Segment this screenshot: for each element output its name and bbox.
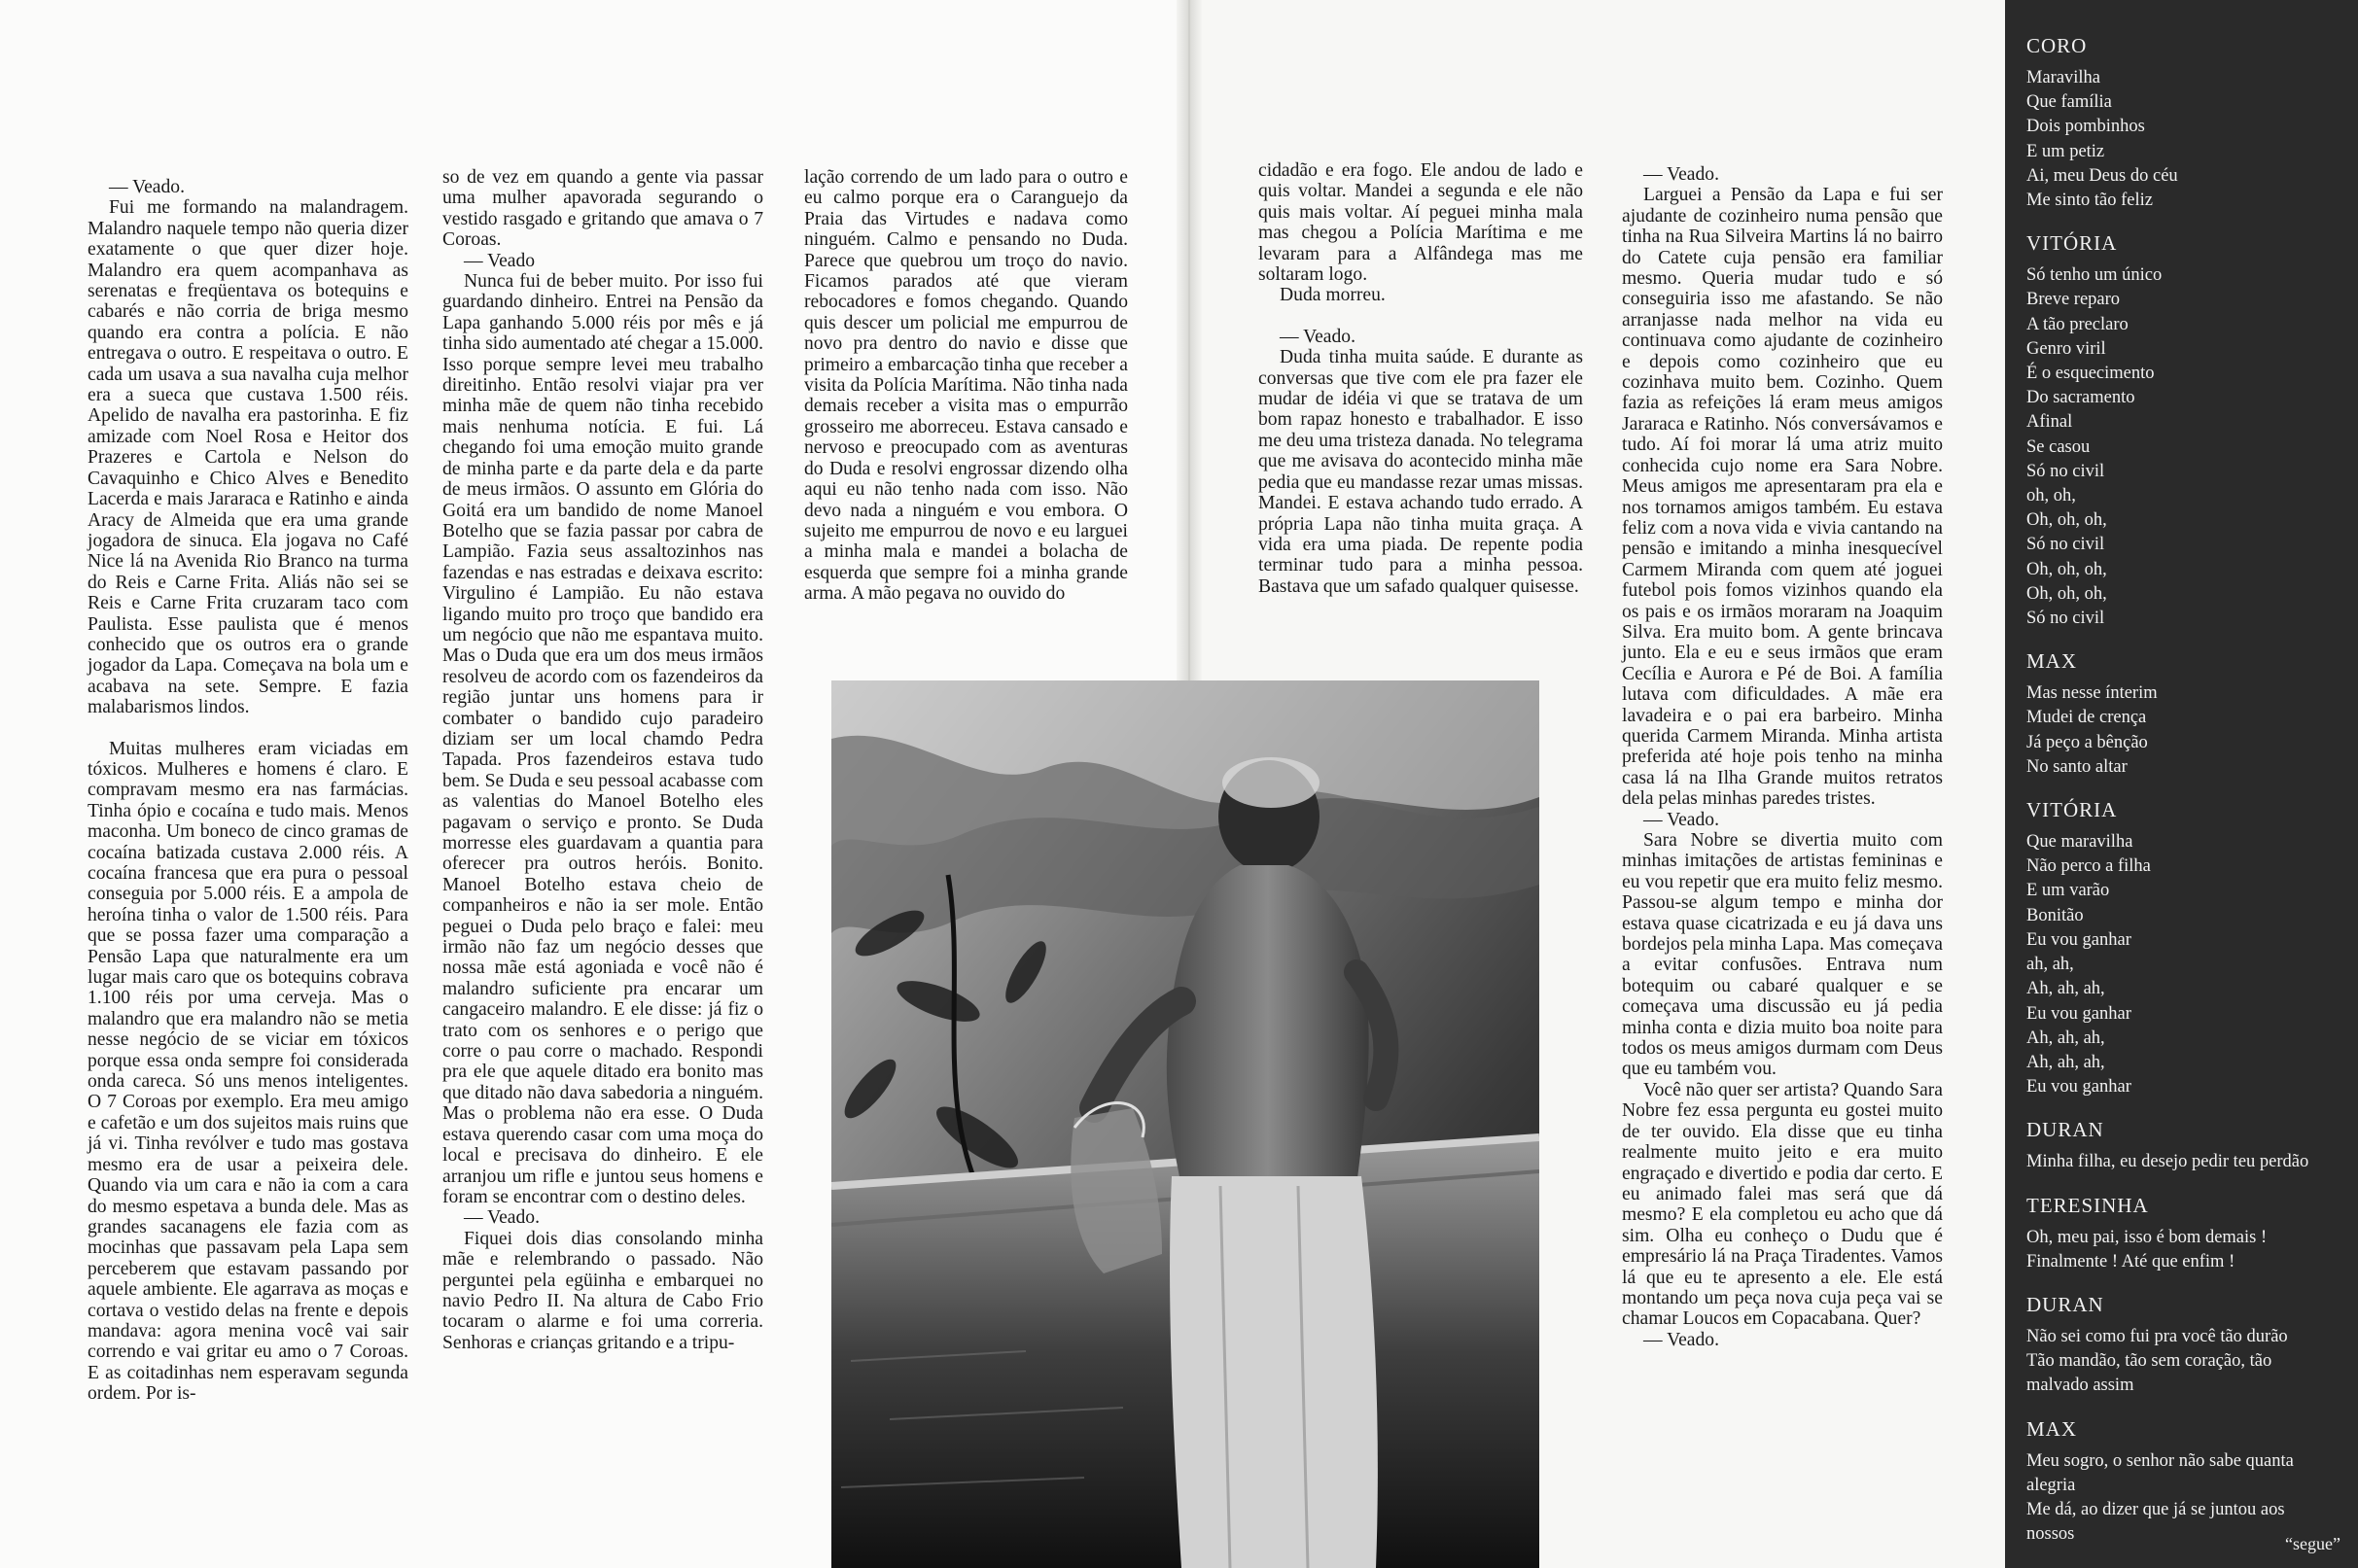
lyric-line: nossos [2026, 1524, 2075, 1545]
lyrics-sidebar [2005, 0, 2358, 1568]
lyric-line: oh, oh, [2026, 486, 2076, 506]
text-column-4 [1258, 160, 1583, 597]
speaker-name: CORO [2026, 34, 2088, 57]
lyric-line: Me sinto tão feliz [2026, 191, 2153, 211]
paragraph: Larguei a Pensão da Lapa e fui ser ajudante de cozinheiro numa pensão que tinha na Rua Silveira Martins lá no bairro do Catete cuja pensão era familiar mesmo. Queria mudar tudo e só conseguiria isso me afastando. Se não arranjasse nada melhor na vida eu continuava como ajudante de cozinheiro e depois como cozinheiro que eu cozinhava muito bem. Cozinho. Quem fazia as refeições lá eram meus amigos Jararaca e Ratinho. Nós conversávamos e tudo. Aí foi morar lá uma atriz muito conhecida cujo nome era Sara Nobre. Meus amigos me apresentaram pra ela e nos tornamos amigos também. Eu estava feliz com a nova vida e vivia cantando na pensão e imitando a minha inesquecível Carmem Miranda com quem até joguei futebol pois fomos vizinhos quando ela os pais e os irmãos moraram na Joaquim Silva. Era muito bom. A gente brincava junto. Ela e eu e seus irmãos que eram Cecília e Aurora e Pé de Boi. A família lutava com dificuldades. A mãe era lavadeira e o pai era barbeiro. Minha querida Carmem Miranda. Minha artista preferida até hoje pois tenho na minha casa lá na Ilha Grande muitos retratos dela pelas minhas paredes tristes. [1622, 185, 1943, 810]
lyrics-section [2026, 1416, 2347, 1548]
paragraph: — Veado. [464, 1207, 541, 1229]
paragraph: — Veado. [1643, 809, 1720, 830]
lyric-line: Ah, ah, ah, [2026, 1052, 2105, 1072]
lyric-line: Ah, ah, ah, [2026, 979, 2105, 999]
lyrics-section [2026, 1292, 2347, 1399]
lyrics-section [2026, 1117, 2347, 1174]
lyric-line: Finalmente ! Até que enfim ! [2026, 1251, 2235, 1272]
lyric-line: Tão mandão, tão sem coração, tão [2026, 1351, 2272, 1372]
text-column-1 [88, 177, 408, 1405]
photo-man-by-river [831, 680, 1539, 1568]
lyric-line: Eu vou ganhar [2026, 929, 2131, 950]
speaker-name: VITÓRIA [2026, 231, 2118, 256]
speaker-name: VITÓRIA [2026, 798, 2118, 822]
lyric-line: Meu sogro, o senhor não sabe quanta [2026, 1450, 2294, 1471]
lyric-line: Só no civil [2026, 535, 2105, 555]
lyric-line: Eu vou ganhar [2026, 1003, 2131, 1024]
lyric-line: Se casou [2026, 436, 2091, 457]
lyric-line: Oh, oh, oh, [2026, 559, 2107, 579]
speaker-name: DURAN [2026, 1292, 2104, 1316]
paragraph: Fiquei dois dias consolando minha mãe e relembrando o passado. Não perguntei pela egüinha e embarquei no navio Pedro II. Na altura de Cabo Frio tocaram o alarme e foi uma correria. Senhoras e crianças gritando e a tripu- [442, 1228, 763, 1353]
lyric-line: ah, ah, [2026, 955, 2074, 975]
paragraph: — Veado. [109, 177, 186, 197]
paragraph: — Veado. [1643, 164, 1720, 185]
lyric-line: Mas nesse ínterim [2026, 683, 2158, 704]
segue-label: “segue” [2285, 1534, 2340, 1553]
lyric-line: Afinal [2026, 412, 2073, 433]
lyric-line: Breve reparo [2026, 290, 2121, 310]
lyric-line: Bonitão [2026, 905, 2084, 925]
lyric-line: Genro viril [2026, 338, 2106, 359]
speaker-name: TERESINHA [2026, 1193, 2149, 1217]
paragraph: cidadão e era fogo. Ele andou de lado e quis voltar. Mandei a segunda e ele não quis mais voltar. Aí peguei minha mala mas chegou a Polícia Marítima e me levaram para a Alfândega mas me soltaram logo. [1258, 160, 1583, 286]
lyrics-section [2026, 648, 2347, 780]
photo-illustration [831, 680, 1539, 1568]
paragraph: Sara Nobre se divertia muito com minhas imitações de artistas femininas e eu vou repetir que era muito feliz mesmo. Passou-se algum tempo e minha dor estava quase cicatrizada e eu já dava uns bordejos pela minha Lapa. Mas começava a evitar confusões. Entrava num botequim ou cabaré qualquer e se começava uma discussão eu já pedia minha conta e dizia muito boa noite para todos os meus amigos durmam com Deus que eu também vou. [1622, 830, 1943, 1080]
lyric-line: Oh, oh, oh, [2026, 583, 2107, 604]
lyric-line: Ai, meu Deus do céu [2026, 165, 2178, 186]
text-column-3 [804, 167, 1128, 605]
paragraph: — Veado. [1643, 1329, 1720, 1350]
lyric-line: Eu vou ganhar [2026, 1077, 2131, 1098]
lyric-line: Minha filha, eu desejo pedir teu perdão [2026, 1152, 2309, 1172]
lyric-line: Não perco a filha [2026, 856, 2151, 877]
lyric-line: Que maravilha [2026, 832, 2133, 853]
lyrics-section [2026, 797, 2347, 1099]
lyric-line: malvado assim [2026, 1376, 2134, 1396]
lyric-line: Oh, oh, oh, [2026, 510, 2107, 531]
paragraph: Você não quer ser artista? Quando Sara Nobre fez essa pergunta eu gostei muito de ter ouvido. Ela disse que eu tinha realmente muito jeito e era muito engraçado e divertido e podia dar certo. E eu animado falei mas será que dá mesmo? E ela completou eu acho que dá sim. Olha eu conheço o Dudu que é empresário lá na Praça Tiradentes. Vamos lá que eu te apresento a ele. Ele está montando um peça nova cuja peça vai se chamar Loucos em Copacabana. Quer? [1622, 1079, 1943, 1330]
paragraph: — Veado. [1280, 326, 1356, 347]
lyric-line: E um petiz [2026, 141, 2105, 161]
lyric-line: Só tenho um único [2026, 265, 2163, 286]
lyric-line: Mudei de crença [2026, 708, 2147, 728]
paragraph: — Veado [464, 250, 536, 271]
lyric-line: No santo altar [2026, 756, 2128, 777]
lyric-line: Do sacramento [2026, 388, 2135, 408]
lyrics-content [2026, 33, 2347, 1564]
speaker-name: MAX [2026, 1416, 2078, 1441]
text-column-5 [1622, 164, 1943, 1350]
paragraph: Muitas mulheres eram viciadas em tóxicos. Mulheres e homens é claro. E compravam mesmo era nas farmácias. Tinha ópio e cocaína e tudo mais. Menos maconha. Um boneco de cinco gramas de cocaína batizada custava 2.000 réis. A cocaína francesa que era pura o pessoal conseguia por 5.000 réis. E a ampola de heroína tinha o valor de 1.500 réis. Para que se possa fazer uma comparação a Pensão Lapa que naturalmente era um lugar mais caro que os botequins cobrava 1.100 réis por uma cerveja. Mas o malandro que era malandro não se metia nesse negócio de se viciar em tóxicos porque essa onda sempre foi considerada onda careca. Só uns menos inteligentes. O 7 Coroas por exemplo. Era meu amigo e cafetão e um dos sujeitos mais ruins que já vi. Tinha revólver e tudo mas gostava mesmo era de usar a peixeira dele. Quando via um cara e não ia com a cara do mesmo espetava a bunda dele. Mas as grandes sacanagens ele fazia com as mocinhas que passavam pela Lapa sem perceberem que estavam passando por aquele ambiente. Ele agarrava as moças e cortava o vestido delas na frente e depois mandava: agora menina você vai sair correndo e vai gritar eu amo o 7 Coroas. E as coitadinhas nem esperavam segunda ordem. Por is- [88, 738, 408, 1405]
lyric-line: Só no civil [2026, 609, 2105, 629]
paragraph: Duda tinha muita saúde. E durante as conversas que tive com ele pra fazer ele mudar de idéia vi que se tratava de um bom rapaz honesto e trabalhador. E isso me deu uma tristeza danada. No telegrama que me avisava do acontecido minha mãe pedia que eu mandasse rezar umas missas. Mandei. E estava achando tudo errado. A própria Lapa não tinha muita graça. A vida era uma piada. De repente podia terminar tudo para a minha pessoa. Bastava que um safado qualquer quisesse. [1258, 347, 1583, 597]
paragraph: Duda morreu. [1280, 285, 1386, 306]
lyric-line: E um varão [2026, 881, 2110, 901]
paragraph: lação correndo de um lado para o outro e eu calmo porque era o Caranguejo da Praia das Virtudes e nadava como ninguém. Calmo e pensando no Duda. Parece que quebrou um troço do navio. Ficamos parados até que vieram rebocadores e fomos chegando. Quando quis descer um policial me empurrou de novo pra dentro do navio e disse que primeiro a embarcação tinha que receber a visita da Polícia Marítima. Não tinha nada demais receber a visita mas o empurrão grosseiro me aborreceu. Estava cansado e nervoso e preocupado com as aventuras do Duda e resolvi engrossar dizendo olha aqui eu não tenho nada com isso. Não devo nada a ninguém e vou embora. O sujeito me empurrou de novo e eu larguei a minha mala e mandei a bolacha de esquerda que sempre foi a minha grande arma. A mão pegava no ouvido do [804, 167, 1128, 605]
speaker-name: DURAN [2026, 1118, 2104, 1142]
lyrics-section [2026, 230, 2347, 631]
lyric-line: alegria [2026, 1475, 2076, 1495]
paragraph: so de vez em quando a gente via passar uma mulher apavorada segurando o vestido rasgado e gritando que amava o 7 Coroas. [442, 167, 763, 251]
lyric-line: Oh, meu pai, isso é bom demais ! [2026, 1227, 2268, 1247]
paragraph: Nunca fui de beber muito. Por isso fui guardando dinheiro. Entrei na Pensão da Lapa ganhando 5.000 réis por mês e já tinha sido aumentado até chegar a 15.000. Isso porque sempre levei meu trabalho direitinho. Então resolvi viajar pra ver minha mãe de quem não tinha recebido mais nenhuma notícia. E fui. Lá chegando foi uma emoção muito grande de minha parte e da parte dela e da parte de meus irmãos. O assunto em Glória do Goitá era um bandido de nome Manoel Botelho que se fazia passar por cabra de Lampião. Fazia seus assaltozinhos nas fazendas e nas estradas e deixava escrito: Virgulino é Lampião. Eu não estava ligando muito pro troço que bandido era um negócio que não me espantava muito. Mas o Duda que era um dos meus irmãos resolveu de acordo com os fazendeiros da região juntar uns homens para ir combater o bandido cujo paradeiro diziam ser um local chamdo Pedra Tapada. Pros fazendeiros estava tudo bem. Se Duda e seu pessoal acabasse com as valentias do Manoel Botelho eles pagavam o serviço e pronto. Se Duda morresse eles guardavam a quantia para oferecer pra outros heróis. Bonito. Manoel Botelho estava cheio de companheiros e não ia ser mole. Então peguei o Duda pelo braço e falei: meu irmão não faz um negócio desses que nossa mãe está agoniada e você não é malandro suficiente pra encarar um cangaceiro malandro. E ele disse: já fiz o trato com os senhores e o perigo que corre o pau corre o machado. Respondi pra ele que aquele ditado era bonito mas que ditado não dava sabedoria a ninguém. Mas o problema não era esse. O Duda estava querendo casar com uma moça do local e precisava do dinheiro. E ele arranjou um rifle e juntou seus homens e foram se encontrar com o destino deles. [442, 271, 763, 1207]
lyric-line: Maravilha [2026, 68, 2101, 87]
lyric-line: Só no civil [2026, 461, 2105, 481]
speaker-name: MAX [2026, 649, 2078, 674]
lyric-line: Que família [2026, 92, 2112, 113]
lyrics-section [2026, 1193, 2347, 1274]
lyric-line: Não sei como fui pra você tão durão [2026, 1326, 2288, 1346]
lyric-line: Me dá, ao dizer que já se juntou aos [2026, 1499, 2285, 1519]
lyric-line: Dois pombinhos [2026, 117, 2145, 137]
lyric-line: É o esquecimento [2026, 364, 2155, 384]
lyric-line: Ah, ah, ah, [2026, 1028, 2105, 1048]
lyric-line: Já peço a bênção [2026, 732, 2148, 752]
lyric-line: A tão preclaro [2026, 314, 2129, 334]
lyrics-section [2026, 33, 2347, 213]
text-column-2 [442, 167, 763, 1353]
paragraph: Fui me formando na malandragem. Malandro naquele tempo não queria dizer exatamente o que quer dizer hoje. Malandro era quem acompanhava as serenatas e freqüentava os botequins e cabarés e não corria de briga mesmo quando era contra a polícia. E não entregava o outro. E respeitava o outro. E cada um usava a sua navalha cuja melhor era a sueca que custava 1.500 réis. Apelido de navalha era pastorinha. E fiz amizade com Noel Rosa e Heitor dos Prazeres e Cartola e Nelson do Cavaquinho e Chico Alves e Benedito Lacerda e mais Jararaca e Ratinho e ainda Aracy de Almeida que era uma grande jogadora de sinuca. Ela jogava no Café Nice lá na Avenida Rio Branco na turma do Reis e Carne Frita. Aliás não sei se Reis e Carne Frita cruzaram taco com Paulista. Esse paulista que é menos conhecido que os outros era o grande jogador da Lapa. Começava na bola um e acabava na sete. Sempre. E fazia malabarismos lindos. [88, 197, 408, 718]
